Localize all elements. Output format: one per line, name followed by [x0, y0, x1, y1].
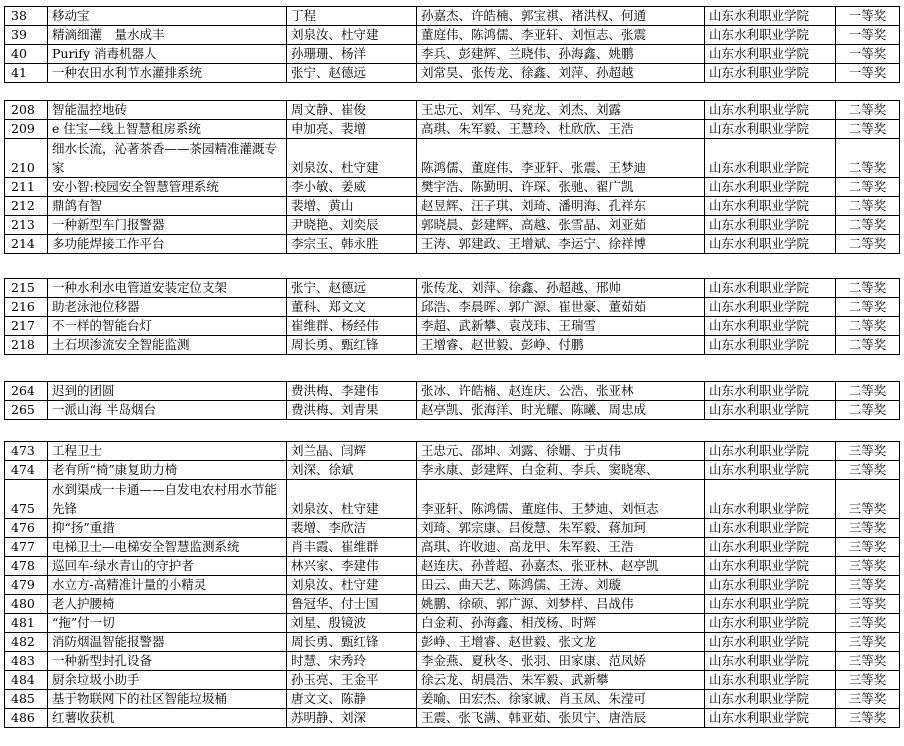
table-row — [5, 557, 900, 576]
cell-award: 三等奖 — [836, 709, 900, 728]
cell-project-name: 红薯收获机 — [48, 709, 287, 728]
cell-members: 王增睿、赵世毅、彭峥、付鹏 — [417, 336, 705, 355]
table-row — [5, 45, 900, 64]
cell-project-name: 移动宝 — [48, 7, 287, 26]
cell-award: 三等奖 — [836, 595, 900, 614]
table-row — [5, 633, 900, 652]
table-row — [5, 709, 900, 728]
cell-school: 山东水利职业学院 — [705, 671, 836, 690]
cell-number: 475 — [5, 480, 48, 519]
cell-advisor: 张宁、赵德远 — [287, 64, 417, 83]
cell-advisor: 刘泉汝、杜守建 — [287, 480, 417, 519]
cell-members: 郭晓晨、彭建辉、高越、张雪晶、刘亚茹 — [417, 216, 705, 235]
cell-school: 山东水利职业学院 — [705, 7, 836, 26]
award-table — [4, 278, 900, 355]
cell-members: 李兵、彭建辉、兰晓伟、孙海鑫、姚鹏 — [417, 45, 705, 64]
cell-award: 二等奖 — [836, 382, 900, 401]
cell-project-name: “拖”付一切 — [48, 614, 287, 633]
cell-project-name: Purify 消毒机器人 — [48, 45, 287, 64]
table-row — [5, 480, 900, 519]
cell-members: 刘琦、郭宗康、吕俊慧、朱军毅、蒋加珂 — [417, 519, 705, 538]
cell-project-name: 助老泳池位移器 — [48, 298, 287, 317]
cell-advisor: 孙珊珊、杨洋 — [287, 45, 417, 64]
cell-advisor: 崔维群、杨经伟 — [287, 317, 417, 336]
cell-advisor: 刘深、徐斌 — [287, 461, 417, 480]
cell-advisor: 周长勇、甄红锋 — [287, 336, 417, 355]
cell-award: 二等奖 — [836, 336, 900, 355]
cell-project-name: 智能温控地砖 — [48, 101, 287, 120]
cell-number: 38 — [5, 7, 48, 26]
cell-members: 田云、曲天艺、陈鸿儒、王涛、刘璇 — [417, 576, 705, 595]
cell-members: 陈鸿儒、董庭伟、李亚轩、张震、王梦迪 — [417, 139, 705, 178]
cell-school: 山东水利职业学院 — [705, 690, 836, 709]
cell-number: 216 — [5, 298, 48, 317]
cell-school: 山东水利职业学院 — [705, 519, 836, 538]
cell-award: 一等奖 — [836, 45, 900, 64]
cell-advisor: 周长勇、甄红锋 — [287, 633, 417, 652]
cell-award: 二等奖 — [836, 178, 900, 197]
cell-members: 王涛、郭建政、王增斌、李运宁、徐祥博 — [417, 235, 705, 254]
table-row — [5, 461, 900, 480]
cell-advisor: 费洪梅、李建伟 — [287, 382, 417, 401]
table-row — [5, 26, 900, 45]
cell-number: 484 — [5, 671, 48, 690]
cell-school: 山东水利职业学院 — [705, 101, 836, 120]
cell-school: 山东水利职业学院 — [705, 614, 836, 633]
cell-project-name: 水立方-高精准计量的小精灵 — [48, 576, 287, 595]
table-row — [5, 139, 900, 178]
cell-school: 山东水利职业学院 — [705, 401, 836, 420]
cell-number: 477 — [5, 538, 48, 557]
cell-advisor: 刘星、殷镜波 — [287, 614, 417, 633]
table-row — [5, 279, 900, 298]
cell-award: 二等奖 — [836, 279, 900, 298]
cell-award: 一等奖 — [836, 26, 900, 45]
award-table — [4, 441, 900, 728]
cell-project-name: 一种新型车门报警器 — [48, 216, 287, 235]
cell-project-name: 电梯卫士—电梯安全智慧监测系统 — [48, 538, 287, 557]
cell-project-name: 基于物联网下的社区智能垃圾桶 — [48, 690, 287, 709]
cell-advisor: 李宗玉、韩永胜 — [287, 235, 417, 254]
table-row — [5, 382, 900, 401]
cell-project-name: 一种水利水电管道安装定位支架 — [48, 279, 287, 298]
award-table-third-prize — [4, 441, 899, 728]
table-row — [5, 671, 900, 690]
table-row — [5, 336, 900, 355]
cell-advisor: 裴增、李欣洁 — [287, 519, 417, 538]
award-table-first-prize — [4, 6, 899, 83]
cell-school: 山东水利职业学院 — [705, 557, 836, 576]
cell-project-name: 一种农田水利节水灌排系统 — [48, 64, 287, 83]
cell-advisor: 唐文文、陈静 — [287, 690, 417, 709]
cell-number: 483 — [5, 652, 48, 671]
award-table-second-prize-a — [4, 100, 899, 254]
cell-number: 41 — [5, 64, 48, 83]
cell-award: 二等奖 — [836, 120, 900, 139]
cell-members: 王忠元、邵坤、刘露、徐姗、于贞伟 — [417, 442, 705, 461]
table-row — [5, 317, 900, 336]
cell-award: 三等奖 — [836, 652, 900, 671]
cell-number: 215 — [5, 279, 48, 298]
table-row — [5, 576, 900, 595]
cell-members: 高琪、朱军毅、王慧玲、杜欣欣、王浩 — [417, 120, 705, 139]
cell-number: 212 — [5, 197, 48, 216]
cell-project-name: 工程卫士 — [48, 442, 287, 461]
cell-number: 476 — [5, 519, 48, 538]
cell-school: 山东水利职业学院 — [705, 461, 836, 480]
cell-project-name: 消防烟温智能报警器 — [48, 633, 287, 652]
cell-school: 山东水利职业学院 — [705, 595, 836, 614]
cell-members: 孙嘉杰、许皓楠、郭宝祺、褚洪权、何通 — [417, 7, 705, 26]
cell-project-name: 水到渠成一卡通——自发电农村用水节能先锋 — [48, 480, 287, 519]
cell-advisor: 张宁、赵德远 — [287, 279, 417, 298]
cell-number: 482 — [5, 633, 48, 652]
cell-school: 山东水利职业学院 — [705, 709, 836, 728]
cell-advisor: 周文静、崔俊 — [287, 101, 417, 120]
table-row — [5, 216, 900, 235]
cell-number: 265 — [5, 401, 48, 420]
cell-award: 一等奖 — [836, 64, 900, 83]
cell-advisor: 刘兰晶、闫辉 — [287, 442, 417, 461]
cell-members: 赵昱辉、汪子琪、刘琦、潘明海、孔祥东 — [417, 197, 705, 216]
cell-school: 山东水利职业学院 — [705, 216, 836, 235]
cell-award: 三等奖 — [836, 442, 900, 461]
cell-school: 山东水利职业学院 — [705, 317, 836, 336]
cell-school: 山东水利职业学院 — [705, 45, 836, 64]
cell-number: 485 — [5, 690, 48, 709]
cell-award: 三等奖 — [836, 633, 900, 652]
cell-award: 三等奖 — [836, 576, 900, 595]
cell-advisor: 时慧、宋秀玲 — [287, 652, 417, 671]
table-row — [5, 442, 900, 461]
cell-school: 山东水利职业学院 — [705, 652, 836, 671]
cell-school: 山东水利职业学院 — [705, 298, 836, 317]
table-row — [5, 7, 900, 26]
cell-award: 三等奖 — [836, 557, 900, 576]
cell-advisor: 孙玉亮、王金平 — [287, 671, 417, 690]
table-row — [5, 519, 900, 538]
cell-school: 山东水利职业学院 — [705, 64, 836, 83]
cell-advisor: 林兴家、李建伟 — [287, 557, 417, 576]
cell-project-name: 细水长流，沁著茶香——茶园精准灌溉专家 — [48, 139, 287, 178]
cell-school: 山东水利职业学院 — [705, 576, 836, 595]
award-table-second-prize-b — [4, 278, 899, 355]
cell-school: 山东水利职业学院 — [705, 26, 836, 45]
cell-school: 山东水利职业学院 — [705, 442, 836, 461]
cell-project-name: 安小智:校园安全智慧管理系统 — [48, 178, 287, 197]
cell-project-name: 精滴细灌 量水成丰 — [48, 26, 287, 45]
cell-award: 二等奖 — [836, 235, 900, 254]
table-row — [5, 538, 900, 557]
cell-members: 徐云龙、胡晨浩、朱军毅、武新攀 — [417, 671, 705, 690]
cell-award: 二等奖 — [836, 101, 900, 120]
cell-advisor: 尹晓艳、刘奕辰 — [287, 216, 417, 235]
cell-number: 481 — [5, 614, 48, 633]
table-row — [5, 652, 900, 671]
cell-project-name: 老人护腰椅 — [48, 595, 287, 614]
cell-project-name: 迟到的团圆 — [48, 382, 287, 401]
cell-members: 赵亭凯、张海洋、时光耀、陈曦、周忠成 — [417, 401, 705, 420]
cell-members: 李永康、彭建辉、白金莉、李兵、窦晓寒、 — [417, 461, 705, 480]
cell-number: 39 — [5, 26, 48, 45]
cell-school: 山东水利职业学院 — [705, 197, 836, 216]
cell-number: 213 — [5, 216, 48, 235]
table-row — [5, 401, 900, 420]
cell-award: 二等奖 — [836, 317, 900, 336]
cell-advisor: 丁程 — [287, 7, 417, 26]
cell-advisor: 申加亮、裴增 — [287, 120, 417, 139]
cell-project-name: e 住宝—线上智慧租房系统 — [48, 120, 287, 139]
cell-advisor: 刘泉汝、杜守建 — [287, 26, 417, 45]
cell-award: 一等奖 — [836, 7, 900, 26]
cell-members: 王忠元、刘军、马兖龙、刘杰、刘露 — [417, 101, 705, 120]
award-table — [4, 381, 900, 420]
table-row — [5, 690, 900, 709]
cell-advisor: 苏明静、刘深 — [287, 709, 417, 728]
cell-members: 姚鹏、徐硕、郭广源、刘梦样、吕战伟 — [417, 595, 705, 614]
cell-school: 山东水利职业学院 — [705, 633, 836, 652]
cell-award: 三等奖 — [836, 614, 900, 633]
cell-award: 二等奖 — [836, 139, 900, 178]
cell-members: 刘常昊、张传龙、徐鑫、刘萍、孙超越 — [417, 64, 705, 83]
table-row — [5, 614, 900, 633]
cell-number: 210 — [5, 139, 48, 178]
cell-number: 218 — [5, 336, 48, 355]
cell-school: 山东水利职业学院 — [705, 538, 836, 557]
cell-number: 217 — [5, 317, 48, 336]
table-row — [5, 178, 900, 197]
cell-project-name: 巡回车-绿水青山的守护者 — [48, 557, 287, 576]
cell-members: 高琪、许收迪、高龙甲、朱军毅、王浩 — [417, 538, 705, 557]
cell-number: 214 — [5, 235, 48, 254]
cell-advisor: 刘泉汝、杜守建 — [287, 139, 417, 178]
cell-members: 李亚轩、陈鸿儒、董庭伟、王梦迪、刘恒志 — [417, 480, 705, 519]
cell-number: 208 — [5, 101, 48, 120]
cell-award: 三等奖 — [836, 671, 900, 690]
cell-members: 李超、武新攀、袁茂玮、王瑞雪 — [417, 317, 705, 336]
cell-number: 486 — [5, 709, 48, 728]
cell-award: 三等奖 — [836, 480, 900, 519]
cell-award: 三等奖 — [836, 519, 900, 538]
cell-members: 白金莉、孙海鑫、相茂杨、时辉 — [417, 614, 705, 633]
cell-award: 三等奖 — [836, 461, 900, 480]
cell-project-name: 不一样的智能台灯 — [48, 317, 287, 336]
cell-school: 山东水利职业学院 — [705, 139, 836, 178]
cell-advisor: 董科、郑文文 — [287, 298, 417, 317]
award-table-second-prize-c — [4, 381, 899, 420]
cell-school: 山东水利职业学院 — [705, 336, 836, 355]
cell-members: 樊宇浩、陈勤明、许琛、张驰、翟广凯 — [417, 178, 705, 197]
cell-advisor: 鲁冠华、付士国 — [287, 595, 417, 614]
cell-award: 三等奖 — [836, 538, 900, 557]
cell-school: 山东水利职业学院 — [705, 235, 836, 254]
cell-members: 王震、张飞满、韩亚茹、张贝宁、唐浩辰 — [417, 709, 705, 728]
cell-project-name: 厨余垃圾小助手 — [48, 671, 287, 690]
cell-award: 二等奖 — [836, 401, 900, 420]
cell-members: 邱浩、李晨晖、郭广源、崔世豪、董茹茹 — [417, 298, 705, 317]
cell-number: 473 — [5, 442, 48, 461]
cell-members: 赵连庆、孙普超、孙嘉杰、张亚林、赵亭凯 — [417, 557, 705, 576]
table-row — [5, 101, 900, 120]
cell-project-name: 多功能焊接工作平台 — [48, 235, 287, 254]
cell-project-name: 一派山海 半岛烟台 — [48, 401, 287, 420]
cell-award: 三等奖 — [836, 690, 900, 709]
cell-school: 山东水利职业学院 — [705, 120, 836, 139]
cell-number: 264 — [5, 382, 48, 401]
award-table — [4, 6, 900, 83]
cell-advisor: 李小敏、姜威 — [287, 178, 417, 197]
cell-project-name: 一种新型封孔设备 — [48, 652, 287, 671]
cell-award: 二等奖 — [836, 298, 900, 317]
cell-members: 张冰、许皓楠、赵连庆、公浩、张亚林 — [417, 382, 705, 401]
cell-advisor: 裴增、黄山 — [287, 197, 417, 216]
table-row — [5, 595, 900, 614]
table-row — [5, 120, 900, 139]
cell-project-name: 鼎鸽有智 — [48, 197, 287, 216]
cell-number: 478 — [5, 557, 48, 576]
cell-school: 山东水利职业学院 — [705, 279, 836, 298]
cell-award: 二等奖 — [836, 216, 900, 235]
cell-advisor: 刘泉汝、杜守建 — [287, 576, 417, 595]
cell-advisor: 肖丰霞、崔维群 — [287, 538, 417, 557]
cell-number: 209 — [5, 120, 48, 139]
cell-advisor: 费洪梅、刘青果 — [287, 401, 417, 420]
cell-project-name: 土石坝渗流安全智能监测 — [48, 336, 287, 355]
cell-project-name: 老有所“椅”康复助力椅 — [48, 461, 287, 480]
cell-number: 474 — [5, 461, 48, 480]
table-row — [5, 298, 900, 317]
table-row — [5, 235, 900, 254]
cell-award: 二等奖 — [836, 197, 900, 216]
cell-members: 张传龙、刘萍、徐鑫、孙超越、邢帅 — [417, 279, 705, 298]
cell-school: 山东水利职业学院 — [705, 178, 836, 197]
cell-number: 479 — [5, 576, 48, 595]
cell-project-name: 抑“扬”重措 — [48, 519, 287, 538]
cell-members: 姜喻、田宏杰、徐家诚、肖玉凤、朱滢可 — [417, 690, 705, 709]
cell-school: 山东水利职业学院 — [705, 382, 836, 401]
cell-members: 彭峥、王增睿、赵世毅、张文龙 — [417, 633, 705, 652]
cell-members: 董庭伟、陈鸿儒、李亚轩、刘恒志、张震 — [417, 26, 705, 45]
cell-school: 山东水利职业学院 — [705, 480, 836, 519]
cell-number: 211 — [5, 178, 48, 197]
cell-number: 40 — [5, 45, 48, 64]
cell-number: 480 — [5, 595, 48, 614]
cell-members: 李金燕、夏秋冬、张羽、田家康、范凤娇 — [417, 652, 705, 671]
award-table — [4, 100, 900, 254]
table-row — [5, 197, 900, 216]
table-row — [5, 64, 900, 83]
